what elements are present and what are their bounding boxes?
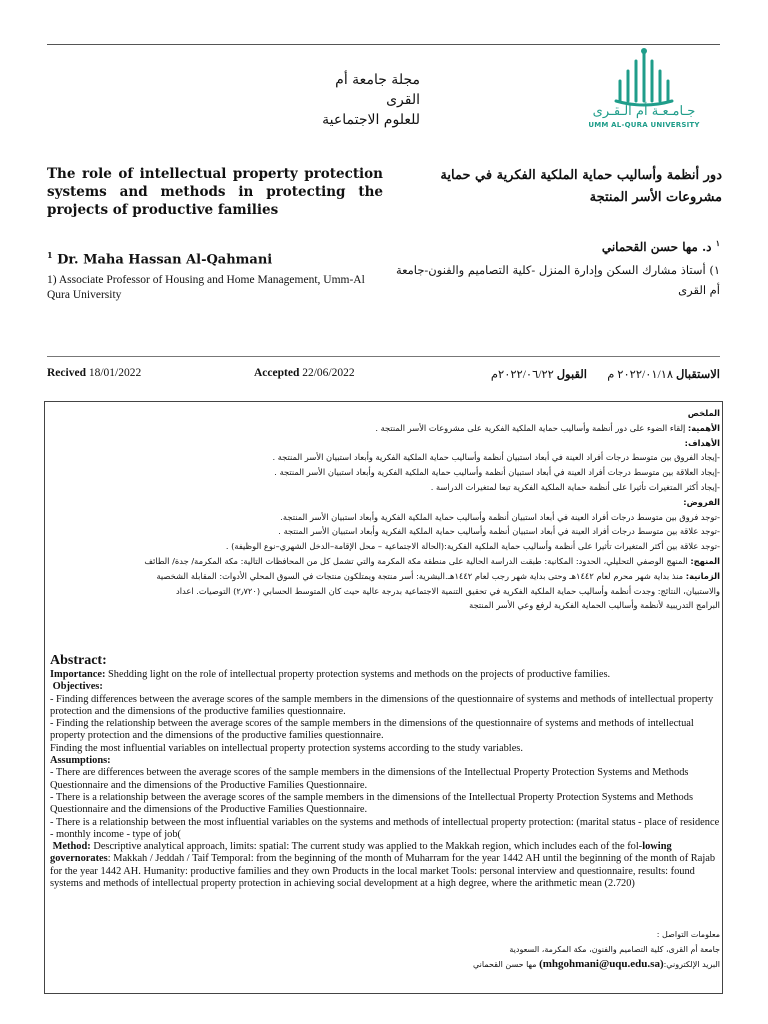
arabic-importance-text: إلقاء الضوء على دور أنظمة وأساليب حماية الملكية الفكرية على مشروعات الأسر المنتجة .: [375, 422, 686, 433]
arabic-importance: [50, 421, 720, 436]
importance: [50, 669, 720, 681]
received-date-arabic: [607, 367, 720, 381]
governorates-label: lowing governorates: [50, 841, 672, 865]
arabic-temporal-text: منذ بداية شهر محرم لعام ١٤٤٢هـ وحتى بداية شهر رجب لعام ١٤٤٢هـ.البشرية: أسر منتجة ويمتلكون منتجات في السوق المحلي الأدوات: المقابلة الشخصية: [156, 570, 684, 581]
arabic-abstract-heading: الملخص: [687, 408, 720, 418]
ar-accepted-label: القبول: [556, 369, 587, 381]
contact-heading: معلومات التواصل :: [656, 930, 720, 939]
title-arabic: دور أنظمة وأساليب حماية الملكية الفكرية في حماية مشروعات الأسر المنتجة: [440, 168, 722, 205]
logo-arabic-text: جـامـعـة أم الـقـرى: [592, 104, 696, 119]
affiliation-english: 1) Associate Professor of Housing and Home Management, Umm-Al Qura University: [47, 274, 365, 301]
arabic-temporal: [50, 569, 720, 584]
accepted-date: [254, 367, 355, 379]
journal-name-line1: مجلة جامعة أم القرى: [335, 72, 420, 108]
arabic-results: والاستبيان، النتائج: وجدت أنظمة وأساليب حماية الملكية الفكرية في تحقيق التنمية الاجتماعية بدرجة عالية حيث كان المتوسط الحسابي (٢٫٧٢٠) التوصيات. اعداد: [176, 585, 720, 596]
arabic-hypothesis: -توجد فروق بين متوسط درجات أفراد العينة في أبعاد استبيان أنظمة وأساليب حماية الملكية الفكرية وأبعاد استبيان الأسر المنتجة.: [280, 511, 720, 522]
contact-info: [390, 927, 720, 972]
received-value: 18/01/2022: [88, 367, 142, 379]
assumption-item: - There is a relationship between the most influential variables on the systems and methods of intellectual property protection: (marital status - place of residence - monthly income - type of job(: [50, 816, 720, 840]
importance-label: Importance:: [50, 669, 106, 680]
ar-accepted-value: ٢٠٢٢/٠٦/٢٢م: [490, 369, 554, 381]
arabic-hypothesis: -توجد علاقة بين متوسط درجات أفراد العينة في أبعاد استبيان أنظمة وأساليب حماية الملكية الفكرية وأبعاد استبيان الأسر المنتجة .: [278, 526, 720, 537]
title-english: The role of intellectual property protection systems and methods in protecting the projects of productive families: [47, 166, 383, 218]
abstract-heading: Abstract:: [50, 653, 107, 668]
objective-item: Finding the most influential variables on intellectual property protection systems according to the study variables.: [50, 742, 523, 754]
method-label: Method:: [52, 841, 91, 853]
assumptions-heading: [50, 755, 720, 767]
logo-english-text: UMM AL-QURA UNIVERSITY: [588, 121, 700, 129]
arabic-objective: -إيجاد العلاقة بين متوسط درجات أفراد العينة في أبعاد استبيان أنظمة وأساليب حماية الملكية الفكرية وأبعاد استبيان الأسر المنتجة .: [274, 467, 720, 478]
dates-row: [47, 367, 720, 383]
assumptions-label: Assumptions:: [50, 755, 111, 767]
arabic-hypotheses-heading: الفروض:: [683, 496, 720, 507]
author-sup: 1: [47, 250, 53, 260]
accepted-value: 22/06/2022: [302, 367, 355, 379]
email-owner: مها حسن القحماني: [473, 960, 537, 969]
email-label: البريد الإلكتروني:: [663, 960, 720, 969]
arabic-recommendations: البرامج التدريبية لأنظمة وأساليب الحماية الفكرية لرفع وعي الأسر المنتجة: [469, 600, 720, 611]
journal-name-line2: للعلوم الاجتماعية: [322, 112, 420, 128]
method-text-2: : Makkah / Jeddah / Taif Temporal: from the beginning of the month of Muharram for the year 1442 AH until the beginning of the month of Rajab for the year 1442 AH. Humanity: productive families and they own Products in the local market Tools: personal interview and questionnaire, results: found systems and methods of intellectual property protection in achieving social development at a high degree, where the arithmetic mean (2.720): [50, 853, 716, 890]
importance-text: Shedding light on the role of intellectual property protection systems and methods on the projects of productive families.: [108, 669, 611, 680]
author-arabic: [420, 238, 720, 254]
journal-name: [300, 70, 420, 130]
arabic-method-label: المنهج:: [690, 555, 720, 566]
objective-item: - Finding the relationship between the average scores of the sample members in the dimensions of the questionnaire of systems and methods of intellectual property protection and the dimensions of the productive families questionnaire.: [50, 718, 694, 742]
assumption-item: - There are differences between the average scores of the sample members in the dimensions of the Intellectual Property Protection Systems and Methods Questionnaire and the dimensions of the Productive Families Questionnaire.: [50, 767, 689, 791]
ar-received-value: ٢٠٢٢/٠١/١٨ م: [607, 369, 674, 381]
top-rule: [47, 44, 720, 45]
arabic-method-text: المنهج الوصفي التحليلي، الحدود: المكانية: طبقت الدراسة الحالية على منطقة مكة المكرمة والتي تشمل كل من المحافظات التالية: مكة المكرمة/ جدة/ الطائف: [144, 555, 688, 566]
arabic-temporal-label: الزمانية:: [685, 570, 720, 581]
ar-received-label: الاستقبال: [675, 369, 720, 381]
english-abstract: [50, 652, 720, 890]
method-text-1: Descriptive analytical approach, limits: spatial: The current study was applied to the Makkah region, which includes each of the fol-: [93, 841, 643, 853]
received-label: Recived: [47, 367, 86, 379]
author-english: [47, 250, 272, 267]
author-name: Dr. Maha Hassan Al-Qahmani: [57, 252, 273, 268]
arabic-objective: -إيجاد أكثر المتغيرات تأثيرا على أنظمة حماية الملكية الفكرية تبعا لمتغيرات الدراسة .: [430, 481, 720, 492]
affiliation-arabic: ١) أستاذ مشارك السكن وإدارة المنزل -كلية التصاميم والفنون-جامعة أم القرى: [395, 263, 720, 297]
author-name-ar: د. مها حسن القحماني: [601, 240, 712, 254]
method-paragraph: [50, 841, 720, 890]
received-date: [47, 367, 141, 379]
email-link[interactable]: (mhgohmani@uqu.edu.sa): [539, 958, 664, 970]
arabic-objectives-heading: الأهداف:: [684, 437, 720, 448]
dates-rule: [47, 356, 720, 357]
objective-item: - Finding differences between the average scores of the sample members in the dimensions of the questionnaire of systems and methods of intellectual property protection and the dimensions of the productive families questionnaire.: [50, 693, 714, 717]
accepted-date-arabic: [459, 367, 587, 381]
accepted-label: Accepted: [254, 367, 300, 379]
assumption-item: - There is a relationship between the average scores of the sample members in the dimensions of the Intellectual Property Protection Systems and Methods Questionnaire and the dimensions of the Productive Families Questionnaire.: [50, 791, 693, 816]
arabic-hypothesis: -توجد علاقة بين أكثر المتغيرات تأثيرا على أنظمة وأساليب حماية الملكية الفكرية:(الحالة الاجتماعية – محل الإقامة–الدخل الشهري–نوع الوظيفة) .: [225, 541, 720, 552]
contact-affiliation: جامعة أم القرى، كلية التصاميم والفنون، مكة المكرمة، السعودية: [509, 945, 720, 954]
arabic-objective: -إيجاد الفروق بين متوسط درجات أفراد العينة في أبعاد استبيان أنظمة وأساليب حماية الملكية الفكرية وأبعاد استبيان الأسر المنتجة .: [272, 452, 720, 463]
objectives-label: Objectives:: [52, 681, 103, 693]
arabic-importance-label: الأهمية:: [687, 422, 720, 433]
arabic-method: [50, 554, 720, 569]
objectives-heading: [50, 681, 720, 693]
author-sup-ar: ١: [715, 238, 720, 248]
arabic-abstract: [50, 406, 720, 613]
contact-email-line: [390, 957, 720, 972]
